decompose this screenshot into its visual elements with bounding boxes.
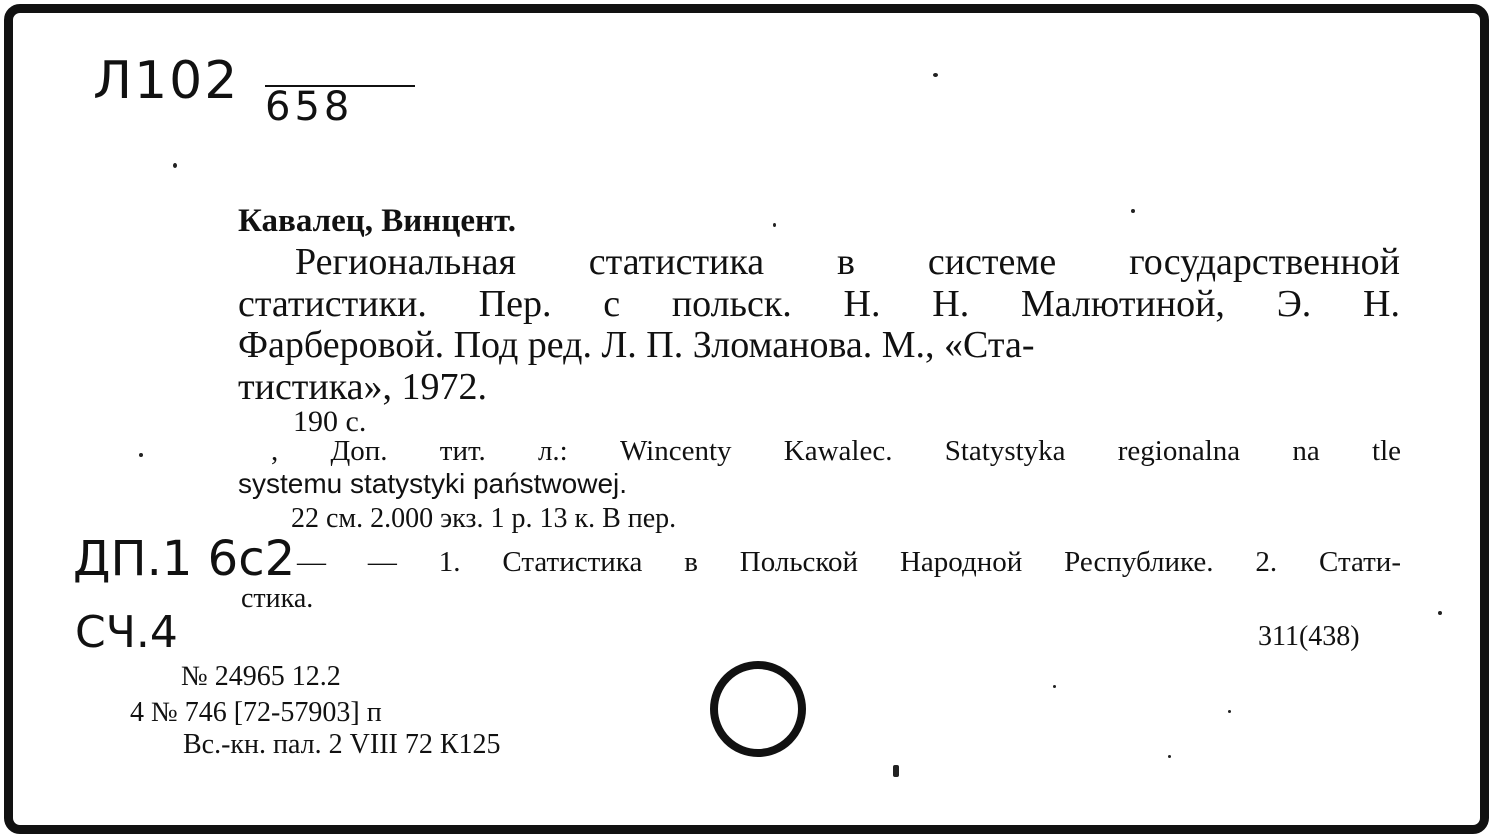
speck (893, 765, 899, 777)
pages-count: 190 с. (293, 405, 367, 438)
physical-description: 22 см. 2.000 экз. 1 р. 13 к. В пер. (291, 503, 677, 534)
udc-index: 311(438) (1258, 621, 1360, 652)
parallel-title-line-2: systemu statystyki państwowej. (238, 468, 628, 499)
inventory-number-sub: 658 (265, 85, 415, 127)
inventory-number-main: Л102 (93, 51, 240, 111)
catalog-card (4, 4, 1489, 834)
shelf-mark-2: СЧ.4 (75, 607, 178, 658)
speck (139, 453, 143, 457)
footer-line-1: № 24965 12.2 (181, 661, 341, 692)
shelf-mark-1: ДП.1 6с2 (73, 531, 296, 587)
title-line-1: Региональная статистика в системе государственной (295, 241, 1400, 283)
speck (1168, 755, 1171, 758)
inventory-number (93, 51, 354, 130)
speck (1131, 209, 1135, 213)
speck (1438, 611, 1442, 615)
footer-line-2: 4 № 746 [72-57903] п (130, 697, 382, 728)
circle-mark (710, 661, 806, 757)
author-heading: Кавалец, Винцент. (238, 203, 516, 239)
speck (1228, 710, 1231, 713)
footer-line-3: Вс.-кн. пал. 2 VIII 72 К125 (183, 729, 501, 760)
title-line-3: Фарберовой. Под ред. Л. П. Зломанова. М., «Ста- (238, 324, 1035, 366)
parallel-title-line-1: , Доп. тит. л.: Wincenty Kawalec. Statystyka regionalna na tle (271, 435, 1401, 467)
speck (773, 223, 776, 227)
speck (933, 73, 938, 77)
subjects-line-2: стика. (241, 583, 314, 614)
title-line-4: тистика», 1972. (238, 366, 488, 408)
speck (1053, 685, 1056, 688)
subjects-line-1: — — 1. Статистика в Польской Народной Республике. 2. Стати- (297, 546, 1401, 578)
title-line-2: статистики. Пер. с польск. Н. Н. Малютиной, Э. Н. (238, 283, 1400, 325)
speck (173, 163, 177, 168)
